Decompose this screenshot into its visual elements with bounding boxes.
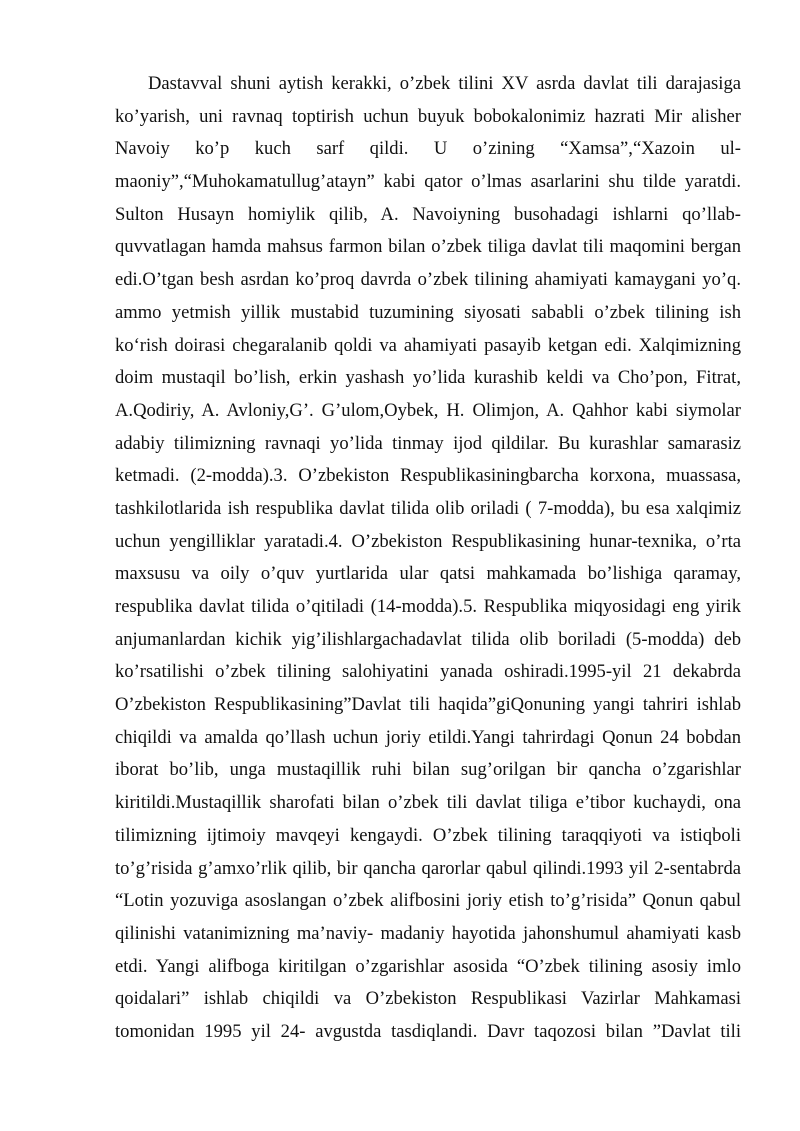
text-line: Sulton Husayn homiylik qilib, A. Navoiyning busohadagi ishlarni qo’llab- (115, 203, 741, 225)
text-line: etdi. Yangi alifboga kiritilgan o’zgarishlar asosida “O’zbek tilining asosiy imlo (115, 955, 741, 977)
text-line: kiritildi.Mustaqillik sharofati bilan o’zbek tili davlat tiliga e’tibor kuchaydi, ona (115, 792, 741, 814)
text-line: ko’rsatilishi o’zbek tilining salohiyatini yanada oshiradi.1995-yil 21 dekabrda (115, 661, 741, 683)
text-line: uchun yengilliklar yaratadi.4. O’zbekiston Respublikasining hunar-texnika, o’rta (115, 530, 741, 552)
text-line: tilimizning ijtimoiy mavqeyi kengaydi. O’zbek tilining taraqqiyoti va istiqboli (115, 824, 741, 846)
text-line: Navoiy ko’p kuch sarf qildi. U o’zining “Xamsa”,“Xazoin ul- (115, 138, 741, 160)
text-line: quvvatlagan hamda mahsus farmon bilan o’zbek tiliga davlat tili maqomini bergan (115, 236, 741, 258)
text-line: chiqildi va amalda qo’llash uchun joriy etildi.Yangi tahrirdagi Qonun 24 bobdan (115, 726, 741, 748)
text-line: ammo yetmish yillik mustabid tuzumining siyosati sababli o’zbek tilining ish (115, 301, 741, 323)
text-line: tashkilotlarida ish respublika davlat tilida olib oriladi ( 7-modda), bu esa xalqimiz (115, 497, 741, 519)
text-line: ko‘rish doirasi chegaralanib qoldi va ahamiyati pasayib ketgan edi. Xalqimizning (115, 334, 741, 356)
text-line: qoidalari” ishlab chiqildi va O’zbekiston Respublikasi Vazirlar Mahkamasi (115, 988, 741, 1010)
text-line: anjumanlardan kichik yig’ilishlargachadavlat tilida olib boriladi (5-modda) deb (115, 628, 741, 650)
text-line: to’g’risida g’amxo’rlik qilib, bir qancha qarorlar qabul qilindi.1993 yil 2-sentabrda (115, 857, 741, 879)
text-line: edi.O’tgan besh asrdan ko’proq davrda o’zbek tilining ahamiyati kamaygani yo’q. (115, 269, 741, 291)
text-line: adabiy tilimizning ravnaqi yo’lida tinmay ijod qildilar. Bu kurashlar samarasiz (115, 432, 741, 454)
text-line: ketmadi. (2-modda).3. O’zbekiston Respublikasiningbarcha korxona, muassasa, (115, 465, 741, 487)
text-line: ko’yarish, uni ravnaq toptirish uchun buyuk bobokalonimiz hazrati Mir alisher (115, 105, 741, 127)
text-line: A.Qodiriy, A. Avloniy,G’. G’ulom,Oybek, H. Olimjon, A. Qahhor kabi siymolar (115, 399, 741, 421)
text-line: maoniy”,“Muhokamatullug’atayn” kabi qator o’lmas asarlarini shu tilde yaratdi. (115, 171, 741, 193)
text-line: iborat bo’lib, unga mustaqillik ruhi bilan sug’orilgan bir qancha o’zgarishlar (115, 759, 741, 781)
text-line: maxsusu va oily o’quv yurtlarida ular qatsi mahkamada bo’lishiga qaramay, (115, 563, 741, 585)
text-line: doim mustaqil bo’lish, erkin yashash yo’lida kurashib keldi va Cho’pon, Fitrat, (115, 367, 741, 389)
text-line: respublika davlat tilida o’qitiladi (14-modda).5. Respublika miqyosidagi eng yirik (115, 596, 741, 617)
text-line: “Lotin yozuviga asoslangan o’zbek alifbosini joriy etish to’g’risida” Qonun qabul (115, 890, 741, 912)
text-line: O’zbekiston Respublikasining”Davlat tili haqida”giQonuning yangi tahriri ishlab (115, 694, 741, 716)
text-line: qilinishi vatanimizning ma’naviy- madaniy hayotida jahonshumul ahamiyati kasb (115, 922, 741, 944)
text-line: Dastavval shuni aytish kerakki, o’zbek tilini XV asrda davlat tili darajasiga (148, 73, 741, 94)
text-line: tomonidan 1995 yil 24- avgustda tasdiqlandi. Davr taqozosi bilan ”Davlat tili (115, 1020, 741, 1042)
body-paragraph (115, 68, 741, 1049)
